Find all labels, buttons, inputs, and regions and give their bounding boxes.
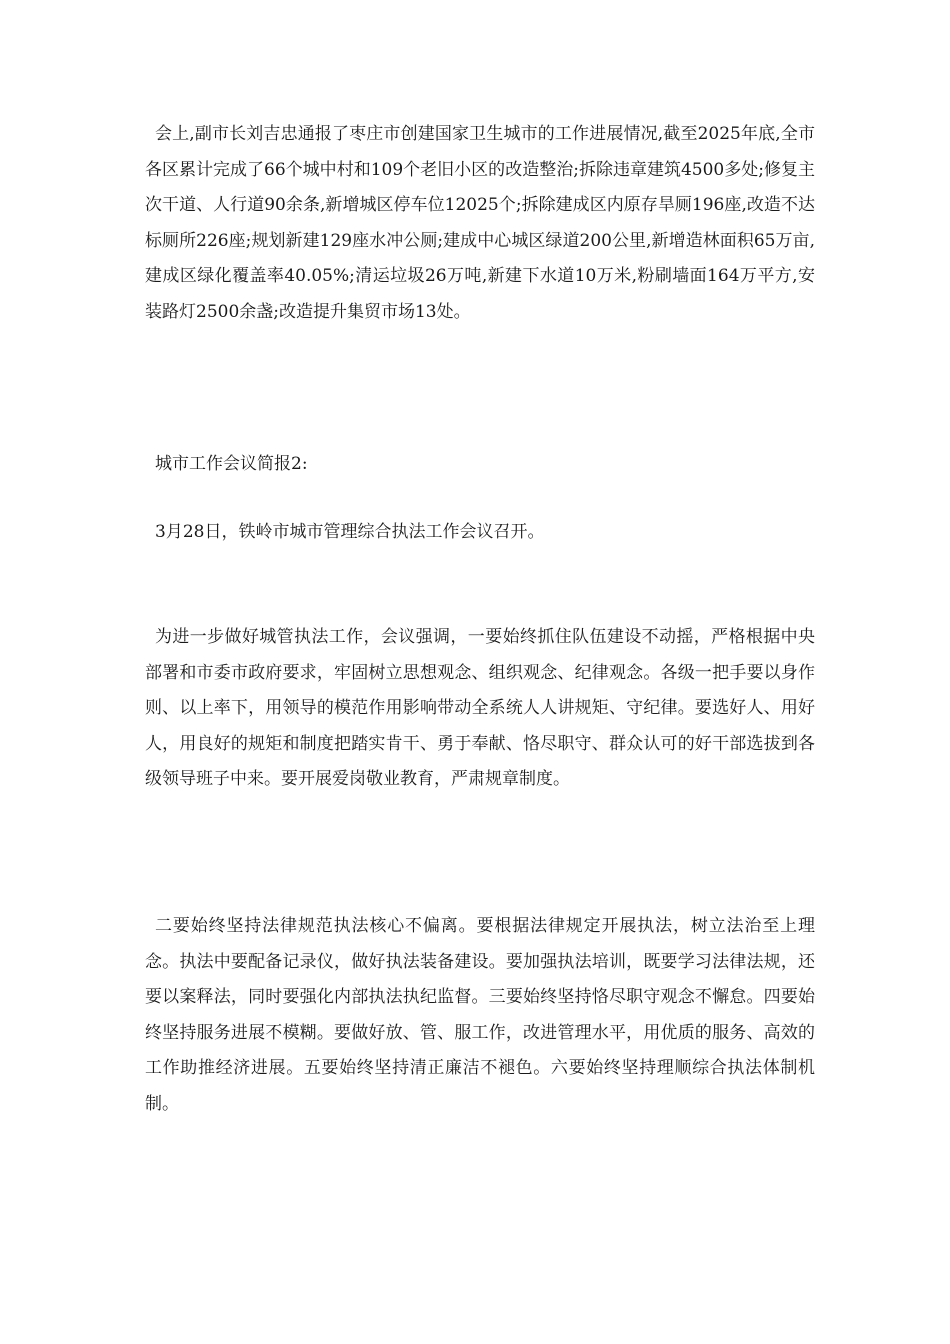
paragraph-text: 会上,副市长刘吉忠通报了枣庄市创建国家卫生城市的工作进展情况,截至2025年底,全市各区累计完成了66个城中村和109个老旧小区的改造整治;拆除违章建筑4500多处;修复主次干道、人行道90余条,新增城区停车位12025个;拆除建成区内原存旱厕196座,改造不达标厕所226座;规划新建129座水冲公厕;建成中心城区绿道200公里,新增造林面积65万亩,建成区绿化覆盖率40.05%;清运垃圾26万吨,新建下水道10万米,粉刷墙面164万平方,安装路灯2500余盏;改造提升集贸市场13处。 — [145, 124, 815, 322]
paragraph-briefing-title — [145, 447, 815, 483]
paragraph-text: 3月28日，铁岭市城市管理综合执法工作会议召开。 — [155, 522, 545, 542]
paragraph-text: 为进一步做好城管执法工作，会议强调，一要始终抓住队伍建设不动摇，严格根据中央部署和市委市政府要求，牢固树立思想观念、组织观念、纪律观念。各级一把手要以身作则、以上率下，用领导的模范作用影响带动全系统人人讲规矩、守纪律。要选好人、用好人，用良好的规矩和制度把踏实肯干、勇于奉献、恪尽职守、群众认可的好干部选拔到各级领导班子中来。要开展爱岗敬业教育，严肃规章制度。 — [145, 627, 815, 789]
paragraph-meeting-date — [145, 515, 815, 551]
paragraph-team-building — [145, 620, 815, 798]
paragraph-wenzhou-report — [145, 117, 815, 330]
paragraph-text: 二要始终坚持法律规范执法核心不偏离。要根据法律规定开展执法，树立法治至上理念。执法中要配备记录仪，做好执法装备建设。要加强执法培训，既要学习法律法规，还要以案释法，同时要强化内部执法执纪监督。三要始终坚持恪尽职守观念不懈怠。四要始终坚持服务进展不模糊。要做好放、管、服工作，改进管理水平，用优质的服务、高效的工作助推经济进展。五要始终坚持清正廉洁不褪色。六要始终坚持理顺综合执法体制机制。 — [145, 916, 815, 1114]
paragraph-law-enforcement — [145, 909, 815, 1122]
paragraph-text: 城市工作会议简报2: — [155, 454, 308, 474]
